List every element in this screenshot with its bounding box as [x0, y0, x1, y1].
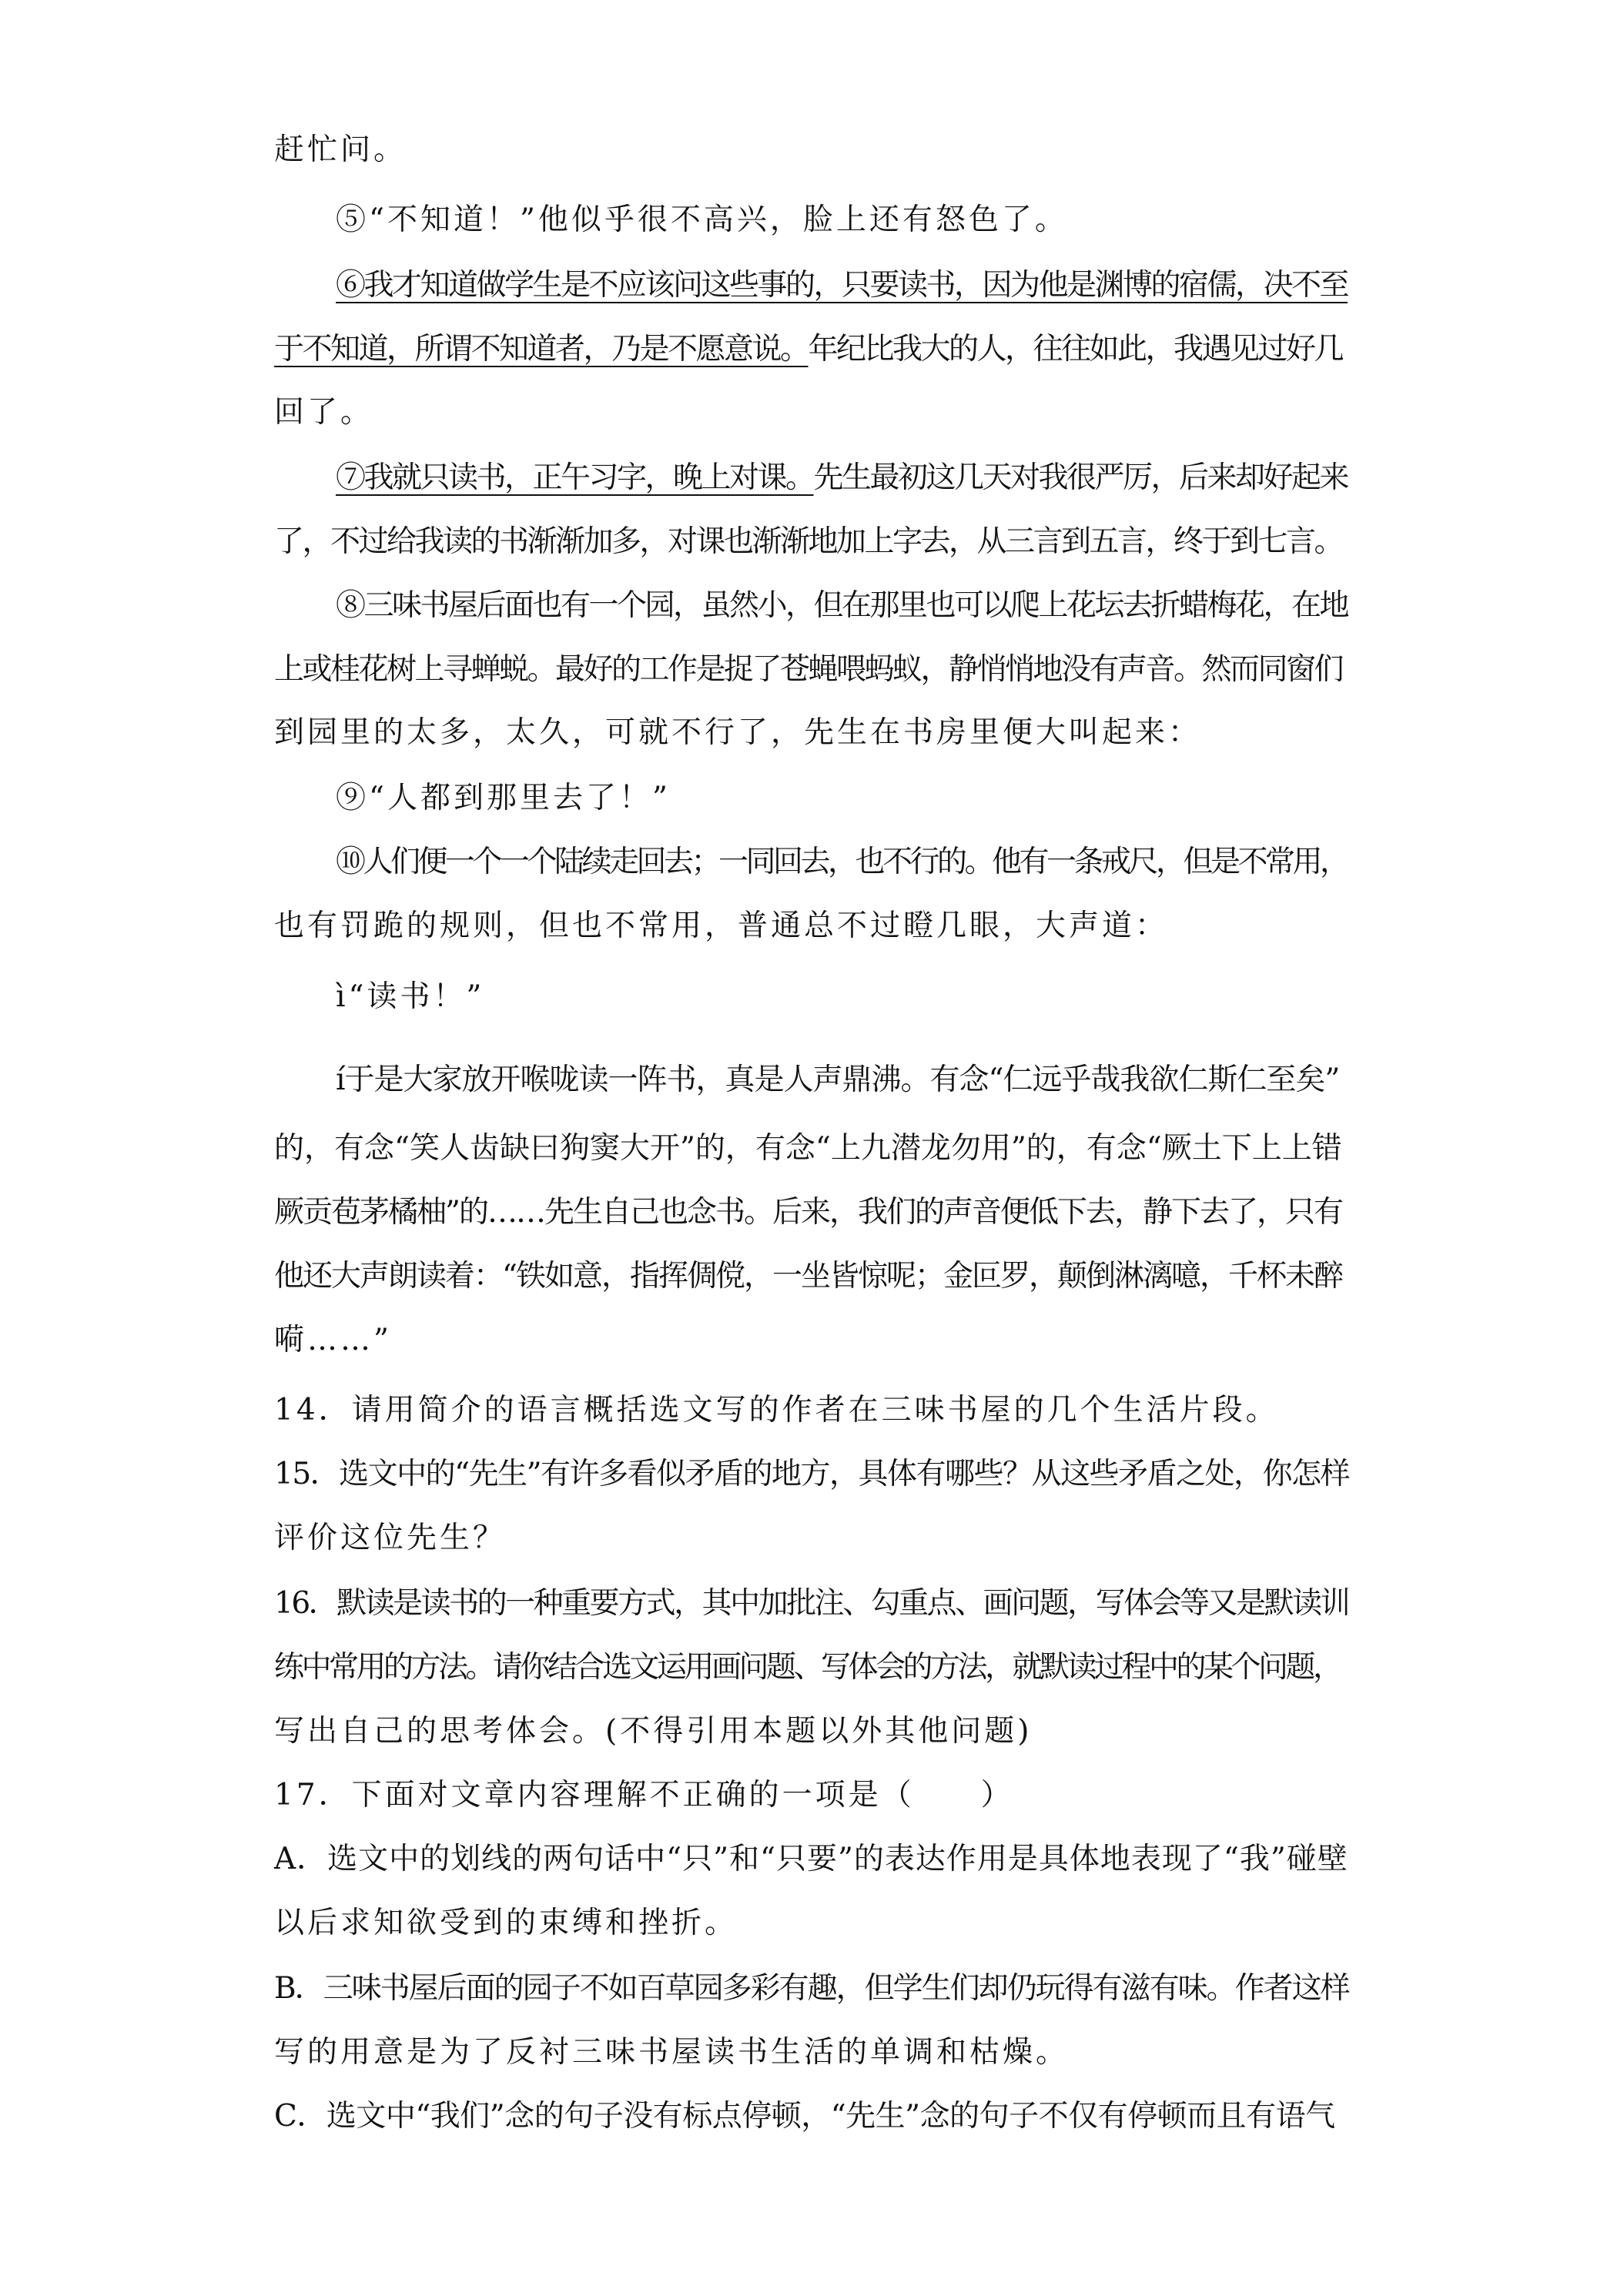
text-line [336, 459, 1348, 497]
text-line [274, 1776, 1014, 1815]
text-line [274, 907, 1168, 946]
text-line [274, 1193, 1342, 1232]
text-line [336, 779, 671, 818]
text-line [274, 1840, 1348, 1879]
underlined-text: ⑥我才知道做学生是不应该问这些事的，只要读书，因为他是渊博的宿儒，决不至 [336, 268, 1348, 303]
text-span: 赶忙问。 [274, 132, 407, 167]
text-line [274, 1519, 506, 1558]
text-span: 年纪比我大的人，往往如此，我遇见过好几 [808, 332, 1343, 366]
text-line [274, 1585, 1348, 1623]
underlined-text: 于不知道，所谓不知道者，乃是不愿意说。 [274, 332, 809, 366]
text-span: ⑩人们便一个一个陆续走回去；一同回去，也不行的。他有一条戒尺，但是不常用， [336, 845, 1348, 879]
text-line [274, 1904, 738, 1943]
underlined-text: ⑦我就只读书，正午习字，晚上对课。 [336, 460, 814, 495]
text-span: ⑧三味书屋后面也有一个园，虽然小，但在那里也可以爬上花坛去折蜡梅花，在地 [336, 588, 1348, 623]
text-span: 也有罚跪的规则，但也不常用，普通总不过瞪几眼，大声道： [274, 909, 1169, 943]
text-span: 14．请用简介的语言概括选文写的作者在三味书屋的几个生活片段。 [274, 1393, 1279, 1427]
text-line [274, 1648, 1341, 1687]
text-span: 练中常用的方法。请你结合选文运用画问题、写体会的方法，就默读过程中的某个问题， [274, 1650, 1341, 1685]
text-line [274, 714, 1201, 752]
text-line [336, 587, 1348, 625]
text-line [274, 393, 373, 432]
text-span: 以后求知欲受到的束缚和挫折。 [274, 1906, 738, 1940]
text-span: ⑤“不知道！”他似乎很不高兴，脸上还有怒色了。 [336, 202, 1068, 237]
text-span: í于是大家放开喉咙读一阵书，真是人声鼎沸。有念“仁远乎哉我欲仁斯仁至矣” [336, 1063, 1340, 1097]
text-line [274, 1321, 392, 1360]
text-line [274, 1712, 1032, 1751]
text-span: 上或桂花树上寻蝉蜕。最好的工作是捉了苍蝇喂蚂蚁，静悄悄地没有声音。然而同窗们 [274, 652, 1343, 687]
text-line [274, 1391, 1279, 1430]
text-span: 了，不过给我读的书渐渐加多，对课也渐渐地加上字去，从三言到五言，终于到七言。 [274, 524, 1343, 559]
text-span: ⑨“人都到那里去了！” [336, 781, 671, 815]
text-line [274, 2033, 1069, 2072]
text-span: 写出自己的思考体会。(不得引用本题以外其他问题) [274, 1714, 1033, 1749]
text-span: 评价这位先生？ [274, 1521, 507, 1555]
text-span: 的，有念“笑人齿缺曰狗窦大开”的，有念“上九潜龙勿用”的，有念“厥土下上上错 [274, 1131, 1342, 1166]
text-span: A．选文中的划线的两句话中“只”和“只要”的表达作用是具体地表现了“我”碰壁 [274, 1842, 1348, 1876]
text-span: 厥贡苞茅橘柚”的……先生自己也念书。后来，我们的声音便低下去，静下去了，只有 [274, 1195, 1342, 1230]
text-line [274, 330, 1342, 369]
text-line [274, 651, 1342, 689]
text-span: 先生最初这几天对我很严厉，后来却好起来 [813, 460, 1348, 495]
text-span: ì“读书！” [336, 979, 485, 1014]
text-span: 到园里的太多，太久，可就不行了，先生在书房里便大叫起来： [274, 715, 1202, 750]
text-line [274, 1970, 1349, 2008]
text-line [274, 1455, 1349, 1494]
text-line [274, 1130, 1342, 1168]
text-line [336, 978, 484, 1016]
text-span: 17．下面对文章内容理解不正确的一项是（ ） [274, 1778, 1014, 1812]
text-line [274, 2097, 1335, 2136]
text-line [274, 523, 1342, 561]
text-span: 16．默读是读书的一种重要方式，其中加批注、勾重点、画问题，写体会等又是默读训 [274, 1586, 1349, 1621]
text-span: 回了。 [274, 395, 374, 430]
text-span: 写的用意是为了反衬三味书屋读书生活的单调和枯燥。 [274, 2035, 1070, 2070]
text-line [336, 266, 1348, 305]
text-span: 他还大声朗读着：“铁如意，指挥倜傥，一坐皆惊呢；金叵罗，颠倒淋漓噫，千杯未醉 [274, 1259, 1342, 1294]
text-span: 15．选文中的“先生”有许多看似矛盾的地方，具体有哪些？从这些矛盾之处，你怎样 [274, 1457, 1350, 1491]
text-span: 嗬……” [274, 1323, 392, 1357]
text-line [336, 843, 1348, 882]
text-span: B．三味书屋后面的园子不如百草园多彩有趣，但学生们却仍玩得有滋有味。作者这样 [274, 1971, 1349, 2006]
text-line [336, 201, 1068, 239]
text-line [336, 1061, 1339, 1099]
text-line [274, 131, 407, 169]
text-line [274, 1257, 1342, 1296]
text-span: C．选文中“我们”念的句子没有标点停顿，“先生”念的句子不仅有停顿而且有语气 [274, 2099, 1335, 2134]
